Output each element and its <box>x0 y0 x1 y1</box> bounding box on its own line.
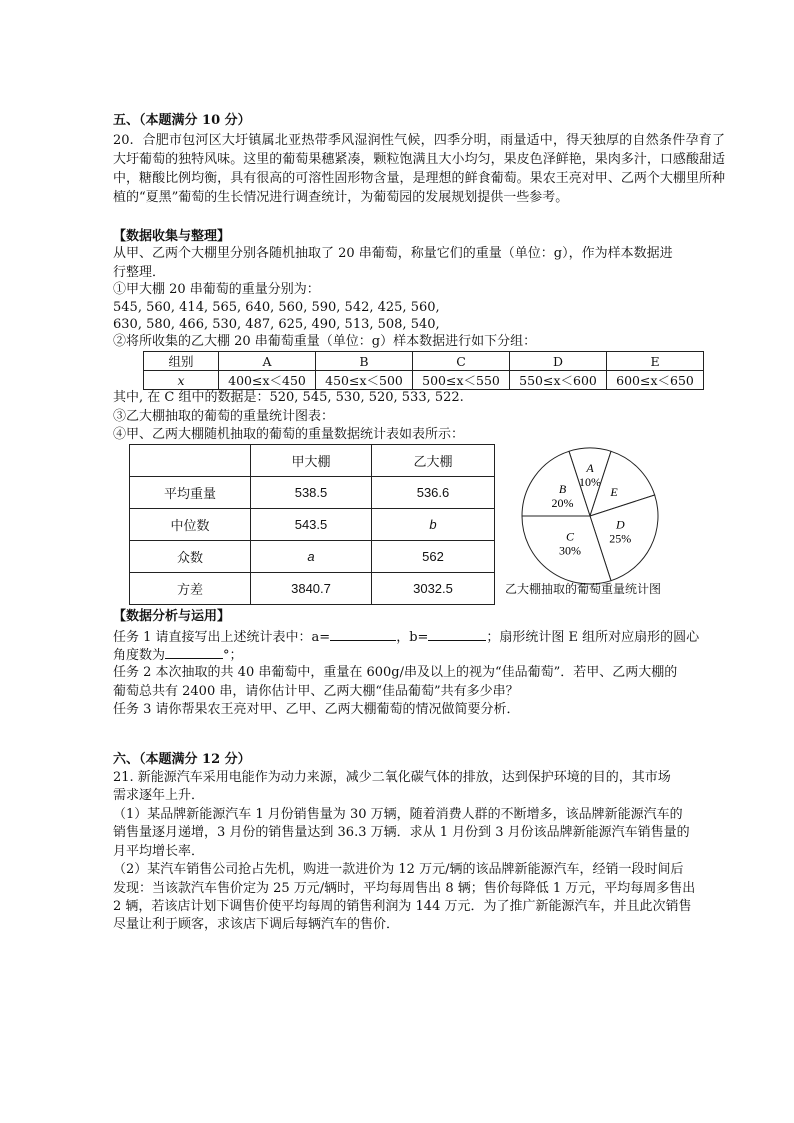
group-head-cell: 组别 <box>144 352 219 371</box>
q21-p2-line-4: 尽量让利于顾客，求该店下调后每辆汽车的售价． <box>113 917 400 932</box>
stats-cell: 平均重量 <box>130 477 251 509</box>
stats-row <box>130 541 495 573</box>
item3-label: ③乙大棚抽取的葡萄的重量统计图表： <box>113 409 335 424</box>
stats-head-cell: 乙大棚 <box>372 445 495 477</box>
task2-line-2: 葡萄总共有 2400 串，请你估计甲、乙两大棚“佳品葡萄”共有多少串？ <box>113 684 519 699</box>
group-head-cell: B <box>316 352 413 371</box>
q20-number: 20. <box>113 133 134 148</box>
section6-heading: 六、（本题满分 12 分） <box>113 752 251 767</box>
pie-label-d: D <box>615 517 625 532</box>
stats-row <box>130 573 495 605</box>
q21-p1-line-3: 月平均增长率． <box>113 844 205 859</box>
group-row-cell: x <box>144 371 219 390</box>
stats-cell: 543.5 <box>251 509 372 541</box>
task1-text-a: 任务 1 请直接写出上述统计表中：a= <box>113 630 331 645</box>
jia-data-row-1: 545, 560, 414, 565, 640, 560, 590, 542, 425, 560, <box>113 300 440 315</box>
stats-table <box>129 444 495 605</box>
group-head-cell: E <box>607 352 704 371</box>
collect-line-1: 从甲、乙两个大棚里分别各随机抽取了 20 串葡萄，称量它们的重量（单位：g），作为样本数据进 <box>113 246 673 261</box>
task1-text-c: ；扇形统计图 E 组所对应扇形的圆心 <box>486 630 700 645</box>
pie-label-e: E <box>610 484 618 499</box>
task1-line-1 <box>113 627 699 646</box>
group-table-row <box>144 371 704 390</box>
q21-p2-line-3: 2 辆，若该店计划下调售价使平均每周的销售利润为 144 万元．为了推广新能源汽车，并且此次销售 <box>113 899 692 914</box>
collect-title: 【数据收集与整理】 <box>113 229 231 244</box>
stats-cell: a <box>251 541 372 573</box>
q21-line-1: 21. 新能源汽车采用电能作为动力来源，减少二氧化碳气体的排放，达到保护环境的目的，其市场 <box>113 770 671 785</box>
pie-percent-b: 20% <box>551 496 574 511</box>
task1-line-2 <box>113 645 243 664</box>
c-group-data: 其中, 在 C 组中的数据是：520, 545, 530, 520, 533, 522. <box>113 390 464 405</box>
group-row-cell: 450≤x＜500 <box>316 371 413 390</box>
task3-line: 任务 3 请你帮果农王亮对甲、乙甲、乙两大棚葡萄的情况做简要分析． <box>113 702 520 717</box>
stats-cell: 538.5 <box>251 477 372 509</box>
item2-label: ②将所收集的乙大棚 20 串葡萄重量（单位：g）样本数据进行如下分组： <box>113 334 537 349</box>
q20-intro <box>113 131 725 207</box>
stats-cell: 中位数 <box>130 509 251 541</box>
collect-line-2: 行整理． <box>113 265 166 280</box>
task1-text-e: °； <box>223 648 243 663</box>
pie-chart-title: 乙大棚抽取的葡萄重量统计图 <box>505 582 662 596</box>
pie-percent-a: 10% <box>579 475 601 490</box>
answer-blank-b[interactable] <box>428 627 486 641</box>
stats-cell: 众数 <box>130 541 251 573</box>
stats-cell: 536.6 <box>372 477 495 509</box>
task1-text-d: 角度数为 <box>113 648 166 663</box>
pie-label-a: A <box>586 461 594 476</box>
pie-label-c: C <box>566 529 575 544</box>
group-head-cell: C <box>413 352 510 371</box>
pie-label-b: B <box>558 482 567 497</box>
stats-cell: 562 <box>372 541 495 573</box>
q21-p1-line-2: 销售量逐月递增，3 月份的销售量达到 36.3 万辆．求从 1 月份到 3 月份该品牌新能源汽车销售量的 <box>113 825 690 840</box>
answer-blank-a[interactable] <box>330 627 396 641</box>
group-head-cell: A <box>219 352 316 371</box>
group-row-cell: 550≤x＜600 <box>510 371 607 390</box>
task1-text-b: ，b= <box>396 630 429 645</box>
group-row-cell: 600≤x＜650 <box>607 371 704 390</box>
stats-cell: 方差 <box>130 573 251 605</box>
answer-blank-angle[interactable] <box>165 645 223 659</box>
stats-head-cell <box>130 445 251 477</box>
stats-cell: 3840.7 <box>251 573 372 605</box>
item4-label: ④甲、乙两大棚随机抽取的葡萄的重量数据统计表如表所示： <box>113 427 465 442</box>
group-table-head <box>144 352 704 371</box>
stats-row <box>130 509 495 541</box>
pie-percent-c: 30% <box>559 543 582 558</box>
stats-row <box>130 477 495 509</box>
q20-intro-text: 合肥市包河区大圩镇属北亚热带季风湿润性气候，四季分明，雨量适中，得天独厚的自然条件孕育了大圩葡萄的独特风味。这里的葡萄果穗紧凑，颗粒饱满且大小均匀，果皮色泽鲜艳，果肉多汁，口感酸甜适中，糖酸比例均衡，具有很高的可溶性固形物含量，是理想的鲜食葡萄。果农王亮对甲、乙两个大棚里所种植的“夏黑”葡萄的生长情况进行调查统计，为葡萄园的发展规划提供一些参考。 <box>113 133 725 205</box>
q21-p1-line-1: （1）某品牌新能源汽车 1 月份销售量为 30 万辆，随着消费人群的不断增多，该品牌新能源汽车的 <box>113 807 683 822</box>
section5-heading: 五、（本题满分 10 分） <box>113 113 251 128</box>
group-row-cell: 500≤x＜550 <box>413 371 510 390</box>
stats-cell: 3032.5 <box>372 573 495 605</box>
q21-line-2: 需求逐年上升． <box>113 788 205 803</box>
item1-label: ①甲大棚 20 串葡萄的重量分别为： <box>113 282 320 297</box>
pie-chart <box>502 444 682 594</box>
stats-cell: b <box>372 509 495 541</box>
group-row-cell: 400≤x＜450 <box>219 371 316 390</box>
group-table <box>143 351 704 390</box>
stats-table-head <box>130 445 495 477</box>
task2-line-1: 任务 2 本次抽取的共 40 串葡萄中，重量在 600g/串及以上的视为“佳品葡萄”．若甲、乙两大棚的 <box>113 665 678 680</box>
q21-p2-line-1: （2）某汽车销售公司抢占先机，购进一款进价为 12 万元/辆的该品牌新能源汽车，经销一段时间后 <box>113 862 684 877</box>
analysis-title: 【数据分析与运用】 <box>113 609 231 624</box>
jia-data-row-2: 630, 580, 466, 530, 487, 625, 490, 513, 508, 540, <box>113 317 440 332</box>
q21-p2-line-2: 发现：当该款汽车售价定为 25 万元/辆时，平均每周售出 8 辆；售价每降低 1 万元，平均每周多售出 <box>113 881 696 896</box>
stats-head-cell: 甲大棚 <box>251 445 372 477</box>
group-head-cell: D <box>510 352 607 371</box>
pie-percent-d: 25% <box>609 531 632 546</box>
